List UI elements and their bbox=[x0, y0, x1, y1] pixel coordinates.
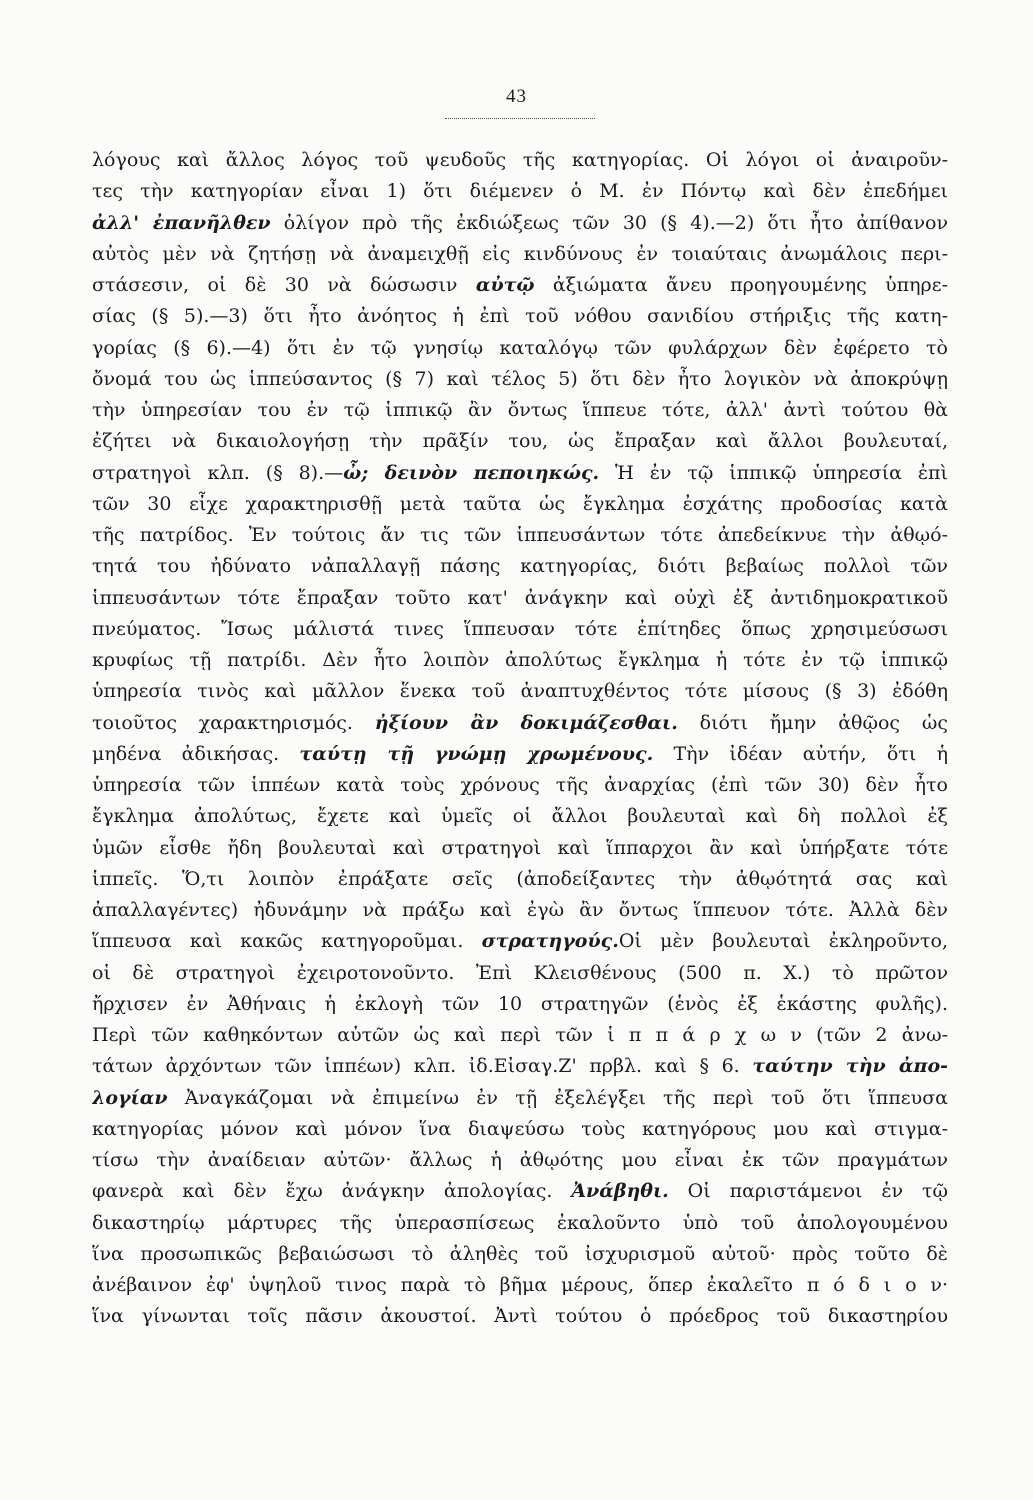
text-segment: τοιοῦτος χαρακτηρισμός. bbox=[92, 711, 375, 734]
lemma-text: αὐτῷ bbox=[475, 274, 535, 296]
text-segment: Τὴν ἰδέαν αὐτήν, ὅτι ἡ bbox=[653, 742, 948, 765]
lemma-text: ἠξίουν ἂν δοκιμάζεσθαι. bbox=[374, 711, 678, 734]
lemma-text: ταύτην τὴν ἀπο- bbox=[752, 1055, 948, 1078]
text-line bbox=[92, 1083, 948, 1114]
text-segment: φανερὰ καὶ δὲν ἔχω ἀνάγκην ἀπολογίας. bbox=[92, 1180, 572, 1203]
text-line: ὑπηρεσία τινὸς καὶ μᾶλλον ἕνεκα τοῦ ἀναπτυχθέντος τότε μίσους (§ 3) ἐδόθη bbox=[92, 680, 948, 703]
text-line: τίσω τὴν ἀναίδειαν αὐτῶν· ἄλλως ἡ ἀθῳότης μου εἶναι ἐκ τῶν πραγμάτων bbox=[92, 1149, 948, 1171]
text-line: ὑπηρεσία τῶν ἱππέων κατὰ τοὺς χρόνους τῆς ἀναρχίας (ἐπὶ τῶν 30) δὲν ἦτο bbox=[92, 774, 948, 796]
text-line: ἀπαλλαγέντες) ἠδυνάμην νὰ πράξω καὶ ἐγὼ ἂν ὄντως ἵππευον τότε. Ἀλλὰ δὲν bbox=[92, 899, 948, 921]
text-line: ἔγκλημα ἀπολύτως, ἔχετε καὶ ὑμεῖς οἱ ἄλλοι βουλευταὶ καὶ δὴ πολλοὶ ἐξ bbox=[92, 805, 948, 828]
text-segment: στρατηγοὶ κλπ. (§ 8).— bbox=[92, 461, 344, 484]
text-line: ἵνα προσωπικῶς βεβαιώσωσι τὸ ἀληθὲς τοῦ ἰσχυρισμοῦ αὐτοῦ· πρὸς τοῦτο δὲ bbox=[92, 1242, 948, 1265]
page-number: 43 bbox=[506, 86, 527, 107]
lemma-text: ταύτῃ τῇ γνώμῃ χρωμένους. bbox=[299, 742, 654, 765]
text-line: γορίας (§ 6).—4) ὅτι ἐν τῷ γνησίῳ καταλόγῳ τῶν φυλάρχων δὲν ἐφέρετο τὸ bbox=[92, 336, 948, 359]
text-line bbox=[92, 1051, 948, 1082]
lemma-text: Ἀνάβηθι. bbox=[571, 1180, 669, 1203]
text-line: τητά του ἠδύνατο νἀπαλλαγῇ πάσης κατηγορίας, διότι βεβαίως πολλοὶ τῶν bbox=[92, 555, 948, 578]
text-line bbox=[92, 739, 948, 770]
text-line: δικαστηρίῳ μάρτυρες τῆς ὑπερασπίσεως ἐκαλοῦντο ὑπὸ τοῦ ἀπολογουμένου bbox=[92, 1211, 948, 1234]
text-line: τῆς πατρίδος. Ἐν τούτοις ἄν τις τῶν ἱππευσάντων τότε ἀπεδείκνυε τὴν ἀθῳό- bbox=[92, 524, 948, 546]
text-line: ἵνα γίνωνται τοῖς πᾶσιν ἀκουστοί. Ἀντὶ τούτου ὁ πρόεδρος τοῦ δικαστηρίου bbox=[92, 1305, 948, 1328]
body-text bbox=[92, 145, 948, 1333]
lemma-text: λογίαν bbox=[92, 1086, 168, 1109]
text-line: ὑμῶν εἶσθε ἤδη βουλευταὶ καὶ στρατηγοὶ καὶ ἵππαρχοι ἂν καὶ ὑπήρξατε τότε bbox=[92, 836, 948, 859]
text-line: ἐζήτει νὰ δικαιολογήσῃ τὴν πρᾶξίν του, ὡς ἔπραξαν καὶ ἄλλοι βουλευταί, bbox=[92, 430, 948, 453]
text-line: ἀνέβαινον ἐφ' ὑψηλοῦ τινος παρὰ τὸ βῆμα μέρους, ὅπερ ἐκαλεῖτο π ό δ ι ο ν· bbox=[92, 1274, 948, 1296]
text-line: πνεύματος. Ἴσως μάλιστά τινες ἵππευσαν τότε ἐπίτηδες ὅπως χρησιμεύσωσι bbox=[92, 617, 948, 640]
lemma-text: ὦ; δεινὸν πεποιηκώς. bbox=[343, 461, 600, 484]
lemma-text: στρατηγούς. bbox=[481, 930, 619, 953]
text-line: οἱ δὲ στρατηγοὶ ἐχειροτονοῦντο. Ἐπὶ Κλεισθένους (500 π. Χ.) τὸ πρῶτον bbox=[92, 961, 948, 984]
text-segment: Ἡ ἐν τῷ ἱππικῷ ὑπηρεσία ἐπὶ bbox=[599, 461, 948, 484]
text-line: τῶν 30 εἶχε χαρακτηρισθῇ μετὰ ταῦτα ὡς ἔγκλημα ἐσχάτης προδοσίας κατὰ bbox=[92, 492, 948, 515]
text-segment: Οἱ παριστάμενοι ἐν τῷ bbox=[668, 1180, 948, 1203]
text-segment: στάσεσιν, οἱ δὲ 30 νὰ δώσωσιν bbox=[92, 274, 476, 296]
text-line bbox=[92, 1176, 948, 1207]
text-line: ἱππεῖς. Ὅ,τι λοιπὸν ἐπράξατε σεῖς (ἀποδείξαντες τὴν ἀθῳότητά σας καὶ bbox=[92, 867, 948, 890]
text-line: κρυφίως τῇ πατρίδι. Δὲν ἦτο λοιπὸν ἀπολύτως ἔγκλημα ἡ τότε ἐν τῷ ἱππικῷ bbox=[92, 649, 948, 671]
text-segment: ὀλίγον πρὸ τῆς ἐκδιώξεως τῶν 30 (§ 4).—2) ὅτι ἦτο ἀπίθανον bbox=[270, 211, 948, 234]
text-line bbox=[92, 208, 948, 239]
text-line bbox=[92, 926, 948, 957]
header-rule bbox=[445, 118, 595, 119]
text-segment: μηδένα ἀδικήσας. bbox=[92, 742, 300, 765]
text-line bbox=[92, 458, 948, 489]
text-segment: Οἱ μὲν βουλευταὶ ἐκληροῦντο, bbox=[618, 930, 948, 953]
text-line bbox=[92, 270, 948, 301]
lemma-text: ἀλλ' ἐπανῆλθεν bbox=[92, 211, 271, 234]
text-segment: ἵππευσα καὶ κακῶς κατηγοροῦμαι. bbox=[92, 930, 482, 953]
text-line: ὄνομά του ὡς ἱππεύσαντος (§ 7) καὶ τέλος 5) ὅτι δὲν ἦτο λογικὸν νὰ ἀποκρύψῃ bbox=[92, 367, 948, 390]
text-line: ἱππευσάντων τότε ἔπραξαν τοῦτο κατ' ἀνάγκην καὶ οὐχὶ ἐξ ἀντιδημοκρατικοῦ bbox=[92, 586, 948, 609]
text-segment: διότι ἤμην ἀθῷος ὡς bbox=[677, 711, 948, 734]
text-line: κατηγορίας μόνον καὶ μόνον ἵνα διαψεύσω τοὺς κατηγόρους μου καὶ στιγμα- bbox=[92, 1117, 948, 1140]
text-line: λόγους καὶ ἄλλος λόγος τοῦ ψευδοῦς τῆς κατηγορίας. Οἱ λόγοι οἱ ἀναιροῦν- bbox=[92, 149, 948, 171]
text-segment: τάτων ἀρχόντων τῶν ἱππέων) κλπ. ἰδ.Εἰσαγ.Ζ' πρβλ. καὶ § 6. bbox=[92, 1055, 753, 1078]
text-line: αὐτὸς μὲν νὰ ζητήσῃ νὰ ἀναμειχθῇ εἰς κινδύνους ἐν τοιαύταις ἀνωμάλοις περι- bbox=[92, 242, 948, 265]
text-line: τὴν ὑπηρεσίαν του ἐν τῷ ἱππικῷ ἂν ὄντως ἵππευε τότε, ἀλλ' ἀντὶ τούτου θὰ bbox=[92, 399, 948, 421]
text-line: τες τὴν κατηγορίαν εἶναι 1) ὅτι διέμενεν ὁ Μ. ἐν Πόντῳ καὶ δὲν ἐπεδήμει bbox=[92, 180, 948, 203]
text-line: σίας (§ 5).—3) ὅτι ἦτο ἀνόητος ἡ ἐπὶ τοῦ νόθου σανιδίου στήριξις τῆς κατη- bbox=[92, 305, 948, 328]
text-line bbox=[92, 708, 948, 739]
text-segment: Ἀναγκάζομαι νὰ ἐπιμείνω ἐν τῇ ἐξελέγξει τῆς περὶ τοῦ ὅτι ἵππευσα bbox=[167, 1086, 948, 1109]
text-line: ἤρχισεν ἐν Ἀθήναις ἡ ἐκλογὴ τῶν 10 στρατηγῶν (ἑνὸς ἐξ ἑκάστης φυλῆς). bbox=[92, 992, 948, 1015]
text-segment: ἀξιώματα ἄνευ προηγουμένης ὑπηρε- bbox=[534, 274, 948, 296]
text-line: Περὶ τῶν καθηκόντων αὐτῶν ὡς καὶ περὶ τῶν ἱ π π ά ρ χ ω ν (τῶν 2 ἀνω- bbox=[92, 1024, 948, 1046]
